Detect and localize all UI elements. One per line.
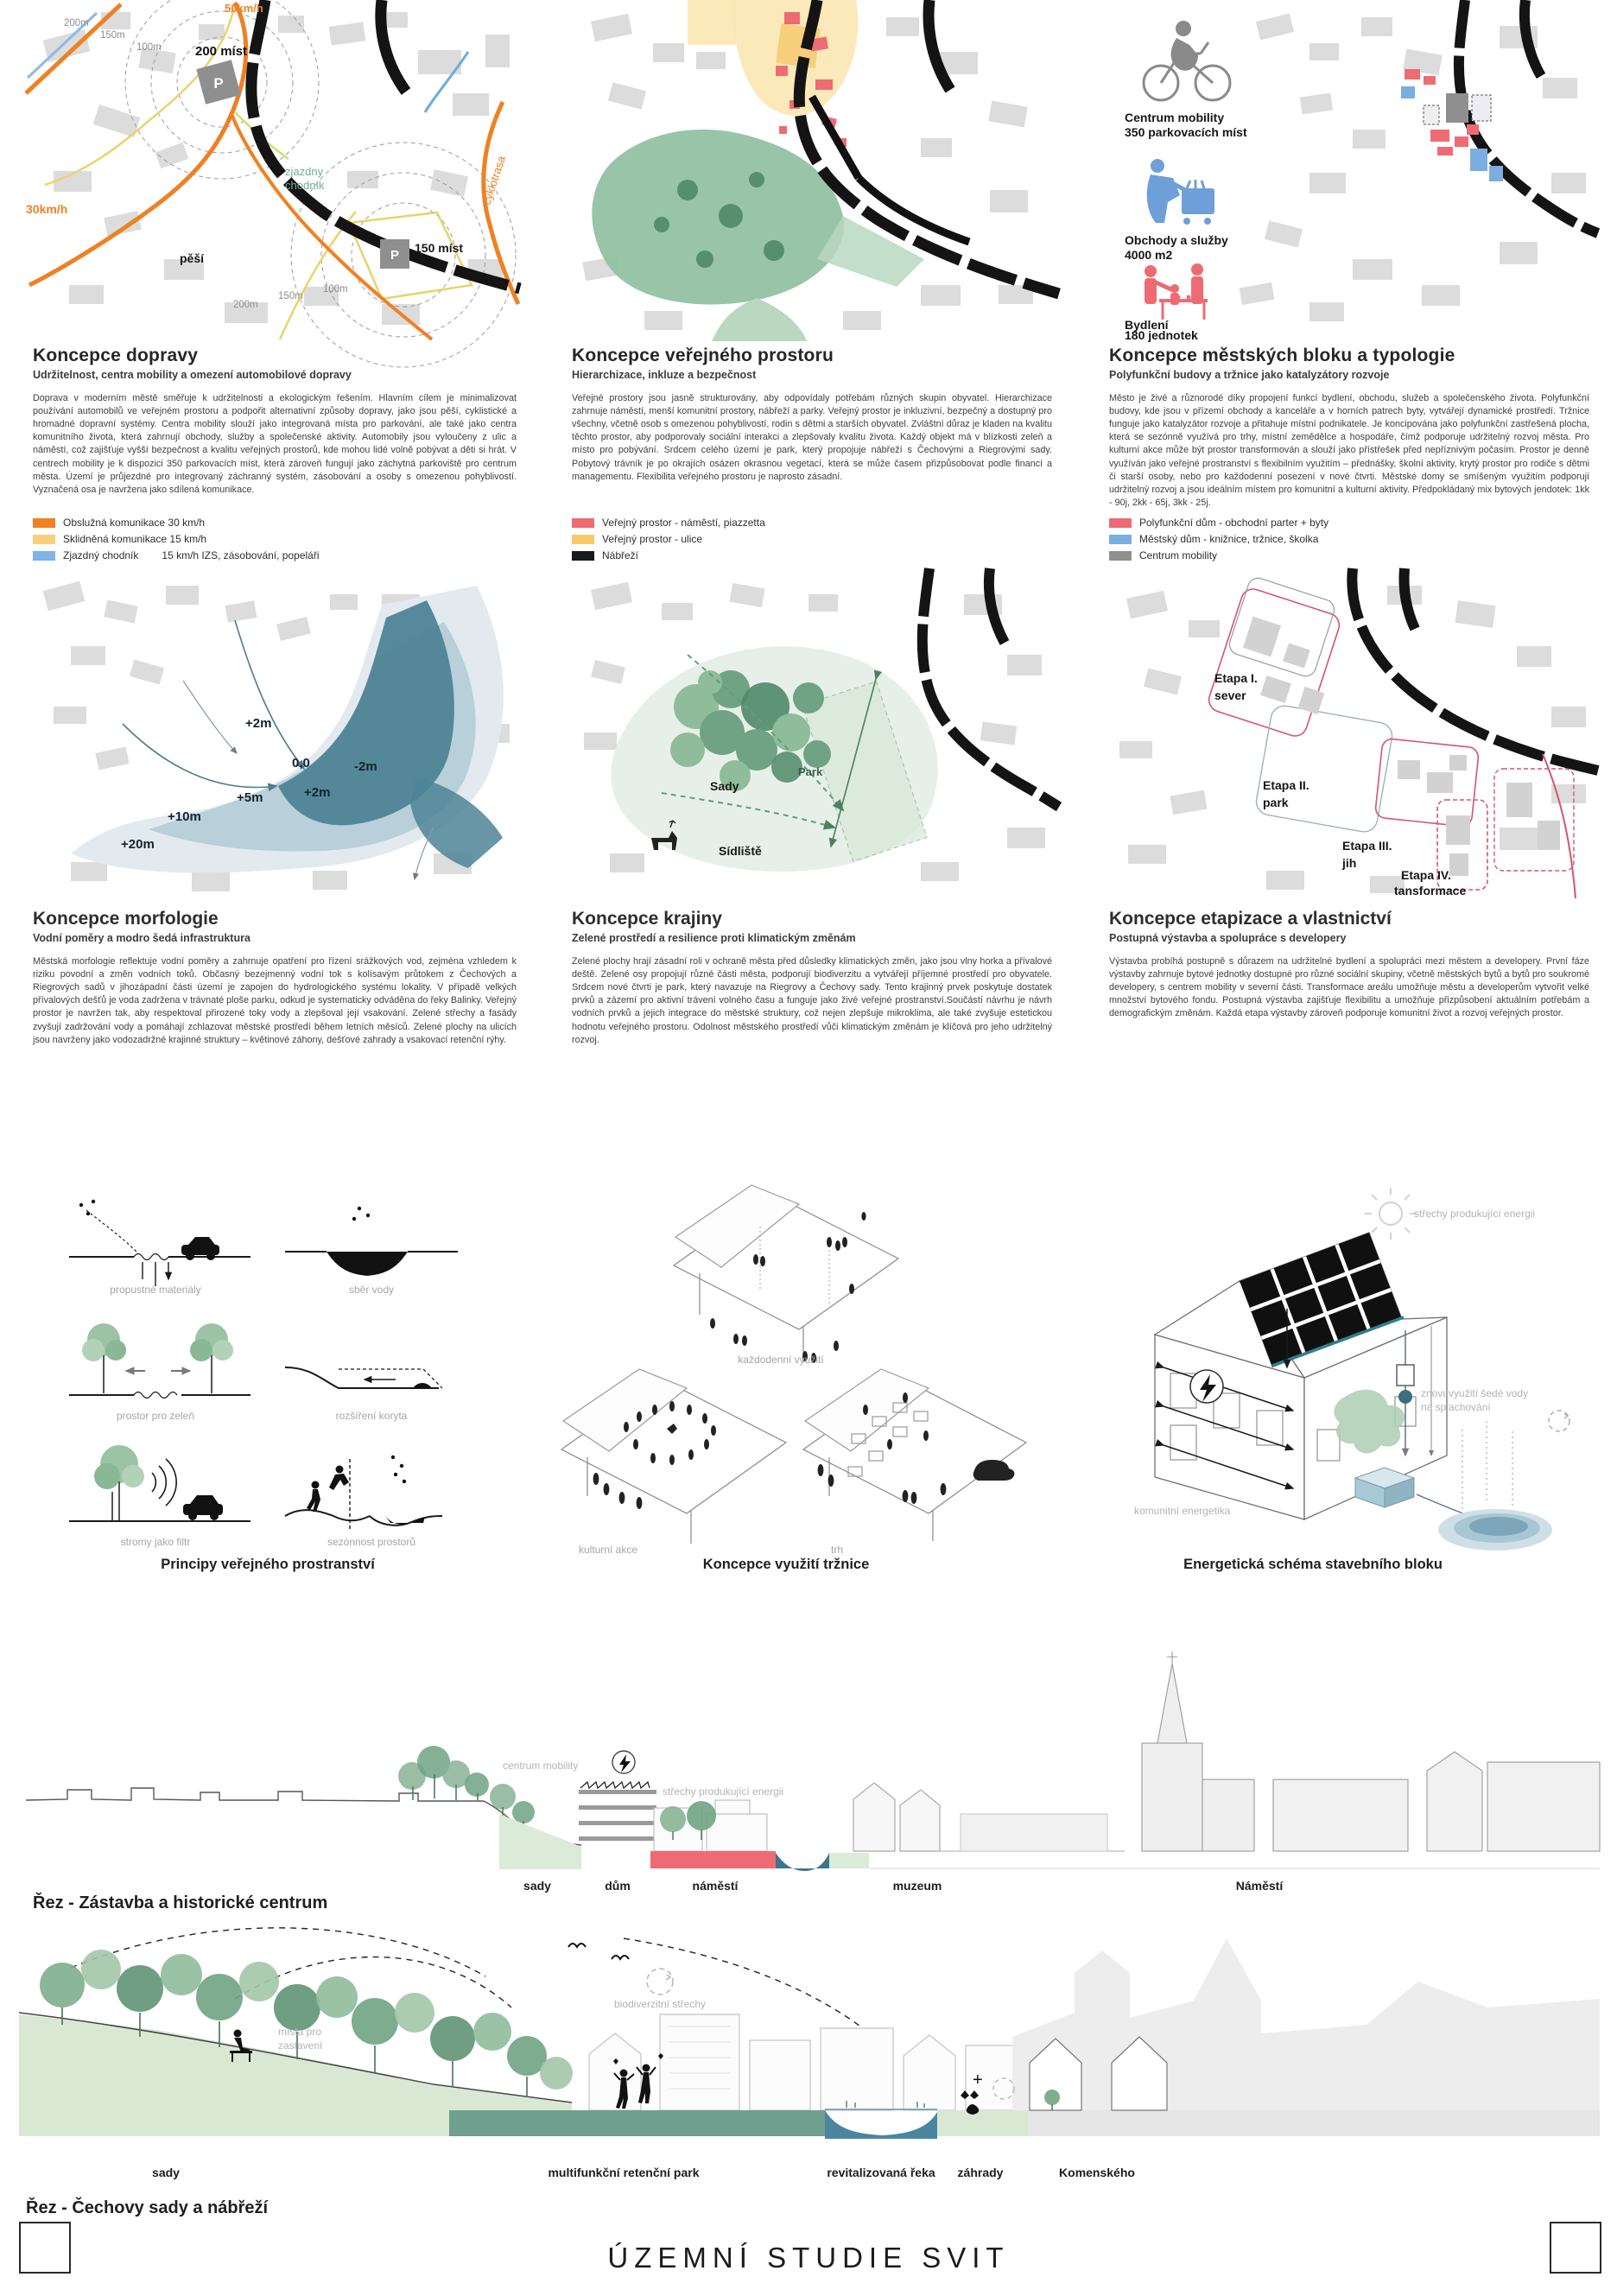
legend-label: Zjazdný chodník bbox=[63, 549, 139, 561]
panel-title: Koncepce etapizace a vlastnictví bbox=[1109, 909, 1392, 929]
panel-subtitle: Postupná výstavba a spolupráce s developery bbox=[1109, 932, 1347, 944]
svg-text:sady: sady bbox=[152, 2166, 180, 2179]
parking-p-icon: P bbox=[390, 248, 400, 263]
svg-text:200 míst: 200 míst bbox=[195, 44, 248, 59]
mobility-hub bbox=[579, 1751, 656, 1841]
svg-text:Komenského: Komenského bbox=[1059, 2166, 1135, 2179]
map-koncepce-krajiny bbox=[558, 568, 1059, 898]
diagram-propustne-materialy bbox=[69, 1200, 250, 1286]
svg-text:0,0: 0,0 bbox=[292, 756, 310, 771]
lightning-icon bbox=[1190, 1370, 1223, 1403]
svg-text:Sady: Sady bbox=[710, 779, 739, 793]
panel-subtitle: Polyfunkční budovy a tržnice jako katalyzátory rozvoje bbox=[1109, 369, 1390, 381]
svg-text:Etapa I.: Etapa I. bbox=[1214, 671, 1258, 685]
legend-swatch bbox=[572, 518, 594, 528]
parking-p-icon: P bbox=[213, 75, 224, 92]
panel-body: Doprava v moderním městě směřuje k udržitelnosti a ekologickým řešením. Hlavním cílem je minimalizovat používání automobilů ve veřejném prostoru a podpořit alternativní způsoby dopravy, jako jsou pěší, cyklistické a hromadné dopravní systémy. Centra mobility slouží jako integrovaná místa pro parkování, ale také jako centra komunitního života, která zahrnují obchody, služby a společenské aktivity. Automobily jsou vyloučeny z ulic a náměstí, což zajišťuje vyšší bezpečnost a kvalitu veřejných prostorů, kde mohou lidé volně pobývat a děti si hrát. V centrech mobility je k dispozici 350 parkovacích míst, která zároveň fungují jako záchytná parkoviště pro centrum města. Území je průjezdné pro integrovaný záchranný systém, zásobování a osoby s omezenou pohyblivostí. Vyznačená osa je navržena jako sdílená komunikace. bbox=[33, 393, 517, 495]
svg-text:Park: Park bbox=[798, 765, 823, 778]
pavilion-caption: každodenní využití bbox=[738, 1354, 824, 1366]
svg-text:+2m: +2m bbox=[245, 716, 272, 731]
svg-text:200m: 200m bbox=[233, 300, 258, 310]
legend-swatch bbox=[1109, 535, 1132, 544]
biodiv-icon bbox=[647, 1969, 673, 1995]
section2-labels bbox=[152, 2166, 1135, 2179]
svg-text:dům: dům bbox=[605, 1879, 631, 1893]
family-icon bbox=[1145, 263, 1208, 320]
label-centrum-mobility: centrum mobility bbox=[503, 1760, 579, 1772]
panel-title: Koncepce krajiny bbox=[572, 909, 722, 929]
svg-text:park: park bbox=[1263, 796, 1289, 809]
legend-item bbox=[33, 517, 320, 529]
svg-text:Sídliště: Sídliště bbox=[719, 844, 762, 858]
panel-body: Město je živé a různorodé díky propojení funkcí bydlení, obchodu, služeb a společenského života. Polyfunkční budovy, kde jsou v přízemí obchody a kanceláře a v horních patrech byty, vytvářejí dynamické prostředí. Tržnice funguje jako katalyzátor rozvoje a přitahuje místní podnikatele. Je koncipována jako polyfunkční zastřešená plocha, která se sezónně využívá pro trhy, místní zemědělce a hospodáře, čímž podporuje udržitelný rozvoj města. Pro kulturní akce může být prostor transformován a slouží jako přístřešek před nepříznivým počasím. Prostor je denně využíván jako veřejné prostranství s flexibilním využitím – přednášky, školní aktivity, krytý prostor pro rodiče s dětmi či starší osoby, nebo pro každodenní posezení v nové čtvrti. Městské domy se smíšeným využitím podporují udržitelný rozvoj a jsou ideálním místem pro komunitní a kulturní aktivity. Předpokládaný mix bytových jendotek: 1kk - 90j, 2kk - 65j, 3kk - 25j. bbox=[1109, 393, 1589, 508]
legend-item bbox=[33, 549, 320, 561]
city-outline bbox=[589, 2014, 1018, 2110]
diagram-caption: sběr vody bbox=[348, 1284, 395, 1296]
diagram-energy bbox=[1110, 1170, 1598, 1568]
panel-title: Koncepce dopravy bbox=[33, 346, 199, 365]
diagram-trznice bbox=[544, 1185, 1028, 1565]
svg-text:tansformace: tansformace bbox=[1394, 884, 1467, 897]
icon-label: Bydlení bbox=[1125, 318, 1169, 332]
pavilion-culture bbox=[561, 1369, 786, 1544]
band-namesti bbox=[650, 1851, 776, 1868]
svg-text:jih: jih bbox=[1342, 856, 1357, 870]
diagram-stromy-jako-filtr bbox=[69, 1445, 250, 1521]
legend-item bbox=[572, 533, 765, 545]
pavilion-caption: trh bbox=[831, 1544, 844, 1556]
panel-subtitle: Udržitelnost, centra mobility a omezení automobilové dopravy bbox=[33, 369, 352, 381]
svg-text:revitalizovaná řeka: revitalizovaná řeka bbox=[827, 2166, 935, 2179]
section1-title: Řez - Zástavba a historické centrum bbox=[33, 1893, 328, 1912]
legend-swatch bbox=[572, 551, 594, 561]
pond bbox=[1438, 1421, 1552, 1551]
map-koncepce-etapizace bbox=[1094, 568, 1598, 898]
legend bbox=[572, 512, 765, 561]
trees-hill bbox=[398, 1746, 535, 1831]
panel-koncepce-verejneho-prostoru bbox=[572, 346, 1052, 563]
svg-text:záhrady: záhrady bbox=[957, 2166, 1004, 2179]
bird-icons bbox=[568, 1944, 629, 1959]
panel-subtitle: Hierarchizace, inkluze a bezpečnost bbox=[572, 369, 757, 381]
svg-text:+20m: +20m bbox=[121, 837, 155, 852]
svg-text:pěší: pěší bbox=[180, 251, 205, 265]
diagram-sezonnost-prostoru bbox=[285, 1456, 442, 1530]
panel-title: Koncepce městských bloku a typologie bbox=[1109, 346, 1455, 365]
caption-principles: Principy veřejného prostranství bbox=[161, 1557, 375, 1572]
roads-layer bbox=[923, 568, 1059, 807]
panel-title: Koncepce morfologie bbox=[33, 909, 219, 929]
diagram-caption: rozšíření koryta bbox=[335, 1410, 408, 1422]
diagram-rozsireni-koryta bbox=[285, 1367, 442, 1388]
diagram-sber-vody bbox=[285, 1207, 458, 1276]
park-layer bbox=[592, 130, 924, 341]
svg-text:200m: 200m bbox=[64, 18, 89, 29]
legend-swatch bbox=[1109, 518, 1132, 528]
legend-swatch bbox=[572, 535, 594, 544]
legend-label: Nábřeží bbox=[602, 549, 639, 561]
legend-label: Veřejný prostor - ulice bbox=[602, 533, 703, 545]
muzeum-buildings bbox=[853, 1783, 1125, 1851]
panel-title: Koncepce veřejného prostoru bbox=[572, 346, 834, 365]
svg-text:+5m: +5m bbox=[237, 790, 263, 805]
icon-label: 350 parkovacích míst bbox=[1125, 125, 1247, 139]
diagram-caption: propustné materiály bbox=[110, 1284, 201, 1296]
panel-koncepce-krajiny bbox=[572, 909, 1052, 1047]
label-biodiv: biodiverzitní střechy bbox=[613, 1998, 707, 2010]
legend-label: Obslužná komunikace 30 km/h bbox=[63, 517, 206, 529]
icon-label: 180 jednotek bbox=[1125, 328, 1198, 342]
icon-label: 4000 m2 bbox=[1125, 248, 1173, 262]
legend bbox=[33, 512, 320, 561]
map-koncepce-bloku-typologie bbox=[1094, 0, 1598, 341]
svg-text:150m: 150m bbox=[100, 30, 125, 41]
legend-swatch bbox=[33, 551, 55, 561]
svg-text:+2m: +2m bbox=[304, 785, 331, 800]
panel-koncepce-dopravy bbox=[33, 346, 517, 563]
panel-body: Výstavba probíhá postupně s důrazem na udržitelné bydlení a spolupráci mezi městem a developery. První fáze výstavby zahrnuje bytové jednotky dostupné pro různé sociální skupiny, včetně městských bytů a bytů pro soukromé developery, s centrem mobility v severní části. Transformace areálu umožňuje městu a developerům vytvořit velké množství bytového fondu. Postupná výstavba zajišťuje flexibilitu a umožňuje přizpůsobení aktuálním potřebám a demografickým změnám. Každá etapa výstavby zároveň podporuje komunitní život a rozvoj veřejných prostor. bbox=[1109, 956, 1589, 1019]
pavilion-caption: kulturní akce bbox=[579, 1544, 638, 1556]
section-cechovy-sady-nabrezi bbox=[19, 1925, 1600, 2194]
shopper-icon bbox=[1147, 159, 1214, 225]
legend-label: Veřejný prostor - náměstí, piazzetta bbox=[602, 517, 765, 529]
map-koncepce-dopravy bbox=[19, 0, 520, 341]
band-green-right bbox=[829, 1853, 869, 1868]
svg-text:150 míst: 150 míst bbox=[415, 241, 464, 255]
svg-text:zjazdny: zjazdny bbox=[285, 165, 324, 178]
caption-energy: Energetická schéma stavebního bloku bbox=[1183, 1557, 1443, 1572]
svg-text:Etapa II.: Etapa II. bbox=[1263, 778, 1309, 792]
svg-text:sady: sady bbox=[523, 1879, 551, 1893]
legend-label: Sklidněná komunikace 15 km/h bbox=[63, 533, 207, 545]
band-komenskeho bbox=[1028, 2110, 1600, 2136]
label-mista-2: zastavení bbox=[278, 2039, 323, 2052]
diagram-prostor-pro-zelen bbox=[69, 1323, 250, 1399]
band-sady bbox=[499, 1814, 581, 1869]
diagram-caption: stromy jako filtr bbox=[120, 1536, 191, 1548]
legend-swatch bbox=[33, 535, 55, 544]
panel-koncepce-morfologie bbox=[33, 909, 517, 1047]
legend-item bbox=[1109, 517, 1328, 529]
panel-body: Městská morfologie reflektuje vodní poměry a zahrnuje opatření pro řízení srážkových vod, zejména vzhledem k riziku povodní a změn vodních toků. Občasný bezejmenný vodní tok s kolísavým průtokem z Čechových a Riegrových sadů v jihozápadní části území je zapojen do hydrologického systému lokality. V případě velkých přívalových dešťů je voda zadržena v trávnaté ploše parku, odkud je systematicky odváděna do řeky Balinky. Veřejný prostor je navržen tak, aby respektoval přirozené toky vody a zlepšoval její vsakování. Zelené střechy a fasády zvyšují zadržování vody a pomáhají zchlazovat městské prostředí během letních měsíců. Zelené plochy na ulicích jsou navrženy jako vodozadržné krajinné struktury – květinové záhony, dešťové zahrady a vsakovací retenční rýhy. bbox=[33, 956, 517, 1045]
pavilion-everyday bbox=[674, 1185, 898, 1363]
sun-icon bbox=[1365, 1188, 1417, 1240]
legend-label: Centrum mobility bbox=[1139, 549, 1218, 561]
legend-item bbox=[1109, 533, 1328, 545]
icon-label: Centrum mobility bbox=[1125, 111, 1225, 124]
svg-text:50km/h: 50km/h bbox=[225, 2, 263, 15]
legend-item bbox=[572, 549, 765, 561]
diagram-principles bbox=[52, 1195, 484, 1557]
svg-text:-2m: -2m bbox=[354, 759, 377, 774]
cyclist-icon bbox=[1144, 21, 1230, 100]
svg-text:chodník: chodník bbox=[285, 179, 325, 192]
plus-icon: + bbox=[973, 2071, 983, 2090]
water-tank bbox=[1355, 1468, 1480, 1519]
poster-title: ÚZEMNÍ STUDIE SVIT bbox=[607, 2242, 1010, 2274]
icon-label: Obchody a služby bbox=[1125, 233, 1228, 247]
svg-text:Etapa IV.: Etapa IV. bbox=[1401, 868, 1451, 882]
legend-item bbox=[1109, 549, 1328, 561]
section1-labels bbox=[523, 1879, 1284, 1893]
diagram-caption: prostor pro zeleň bbox=[116, 1410, 195, 1422]
legend-item bbox=[572, 517, 765, 529]
label-greywater-1: znovuvyužití šedé vody bbox=[1421, 1387, 1529, 1399]
svg-text:Náměstí: Náměstí bbox=[1235, 1879, 1284, 1893]
svg-text:multifunkční retenční park: multifunkční retenční park bbox=[548, 2166, 700, 2179]
diagram-caption: sezónnost prostorů bbox=[327, 1536, 416, 1548]
label-roof: střechy produkující energii bbox=[1414, 1208, 1536, 1220]
svg-text:150m: 150m bbox=[278, 291, 303, 301]
panel-subtitle: Vodní poměry a modro šedá infrastruktura bbox=[33, 932, 250, 944]
panel-subtitle: Zelené prostředí a resilience proti klimatickým změnám bbox=[572, 932, 856, 944]
svg-text:+10m: +10m bbox=[168, 809, 201, 824]
svg-text:muzeum: muzeum bbox=[892, 1879, 942, 1893]
label-mista-1: místa pro bbox=[278, 2026, 322, 2038]
label-strechy: střechy produkující energii bbox=[663, 1785, 784, 1798]
panel-koncepce-bloku bbox=[1109, 346, 1589, 563]
recycle-icon bbox=[1549, 1411, 1569, 1431]
map-koncepce-morfologie bbox=[19, 568, 520, 898]
svg-text:cyklotrasa: cyklotrasa bbox=[479, 154, 508, 206]
section-zastavba-historicke-centrum bbox=[19, 1614, 1600, 1893]
caption-trznice: Koncepce využití tržnice bbox=[702, 1557, 870, 1572]
new-buildings-outline bbox=[654, 1800, 767, 1851]
legend-note: 15 km/h IZS, zásobování, popeláři bbox=[162, 549, 320, 561]
panel-body: Zelené plochy hrají zásadní roli v ochraně města před důsledky klimatických změn, jako jsou vlny horka a přívalové deště. Zelené osy propojují různé části města, podporují biodiverzitu a vytvářejí příjemné prostředí pro obyvatele. Srdcem nové čtvrti je park, který navazuje na Riegrovy a Čechovy sady. Tento krajinný prvek poskytuje dostatek prvků a zázemí pro aktivní trávení volného času a funguje jako živé veřejné prostranství.Součástí návrhu je návrh vodních prvků a jejich integrace do městské struktury, což nejen zlepšuje mikroklima, ale také zvyšuje estetickou hodnotu veřejného prostoru. Odolnost městského prostředí vůči klimatickým změnám je klíčová pro jeho udržitelný rozvoj. bbox=[572, 956, 1052, 1045]
section2-title: Řez - Čechovy sady a nábřeží bbox=[26, 2198, 269, 2217]
svg-text:sever: sever bbox=[1214, 688, 1246, 702]
svg-text:100m: 100m bbox=[136, 42, 162, 53]
band-zahrady bbox=[937, 2110, 1028, 2136]
legend-swatch bbox=[33, 518, 55, 528]
label-greywater-2: na splachování bbox=[1421, 1401, 1491, 1413]
river bbox=[776, 1853, 829, 1871]
legend-item bbox=[33, 533, 320, 545]
svg-text:100m: 100m bbox=[323, 284, 348, 295]
legend-swatch bbox=[1109, 551, 1132, 561]
panel-koncepce-etapizace bbox=[1109, 909, 1589, 1021]
legend bbox=[1109, 512, 1328, 561]
typology-blocks bbox=[1401, 69, 1503, 181]
svg-text:Etapa III.: Etapa III. bbox=[1342, 839, 1392, 853]
legend-label: Městský dům - knižnice, tržnice, školka bbox=[1139, 533, 1319, 545]
historic-skyline bbox=[1012, 1938, 1600, 2110]
legend-label: Polyfunkční dům - obchodní parter + byty bbox=[1139, 517, 1329, 529]
band-retencni-park bbox=[449, 2110, 825, 2136]
label-community: komunitní energetika bbox=[1134, 1505, 1231, 1517]
map-koncepce-verejneho-prostoru bbox=[558, 0, 1059, 341]
svg-text:náměstí: náměstí bbox=[692, 1879, 739, 1893]
pavilion-market bbox=[803, 1369, 1026, 1541]
panel-body: Veřejné prostory jsou jasně strukturovány, aby odpovídaly potřebám různých skupin obyvatel. Hierarchizace zahrnuje náměstí, menší komunitní prostory, nábřeží a parky. Veřejný prostor je inkluzivní, bezpečný a dostupný pro všechny, včetně osob s omezenou pohyblivostí, rodin s dětmi a starších obyvatel. Zvláštní důraz je kladen na kvalitu těchto prostor, aby podporovaly sociální interakci a zlepšovaly kvalitu života. Každý objekt má v blízkosti zeleň a místo pro pobývání. Srdcem celého území je park, který propojuje nábřeží s Čechovými a Riegrovými sady. Pobytový trávník je po okrajích osázen okrasnou vegetací, která se může časem přizpůsobovat podle financí a managementu. Flexibilita veřejného prostoru je naprosto zásadní. bbox=[572, 393, 1052, 482]
svg-text:30km/h: 30km/h bbox=[26, 202, 68, 216]
